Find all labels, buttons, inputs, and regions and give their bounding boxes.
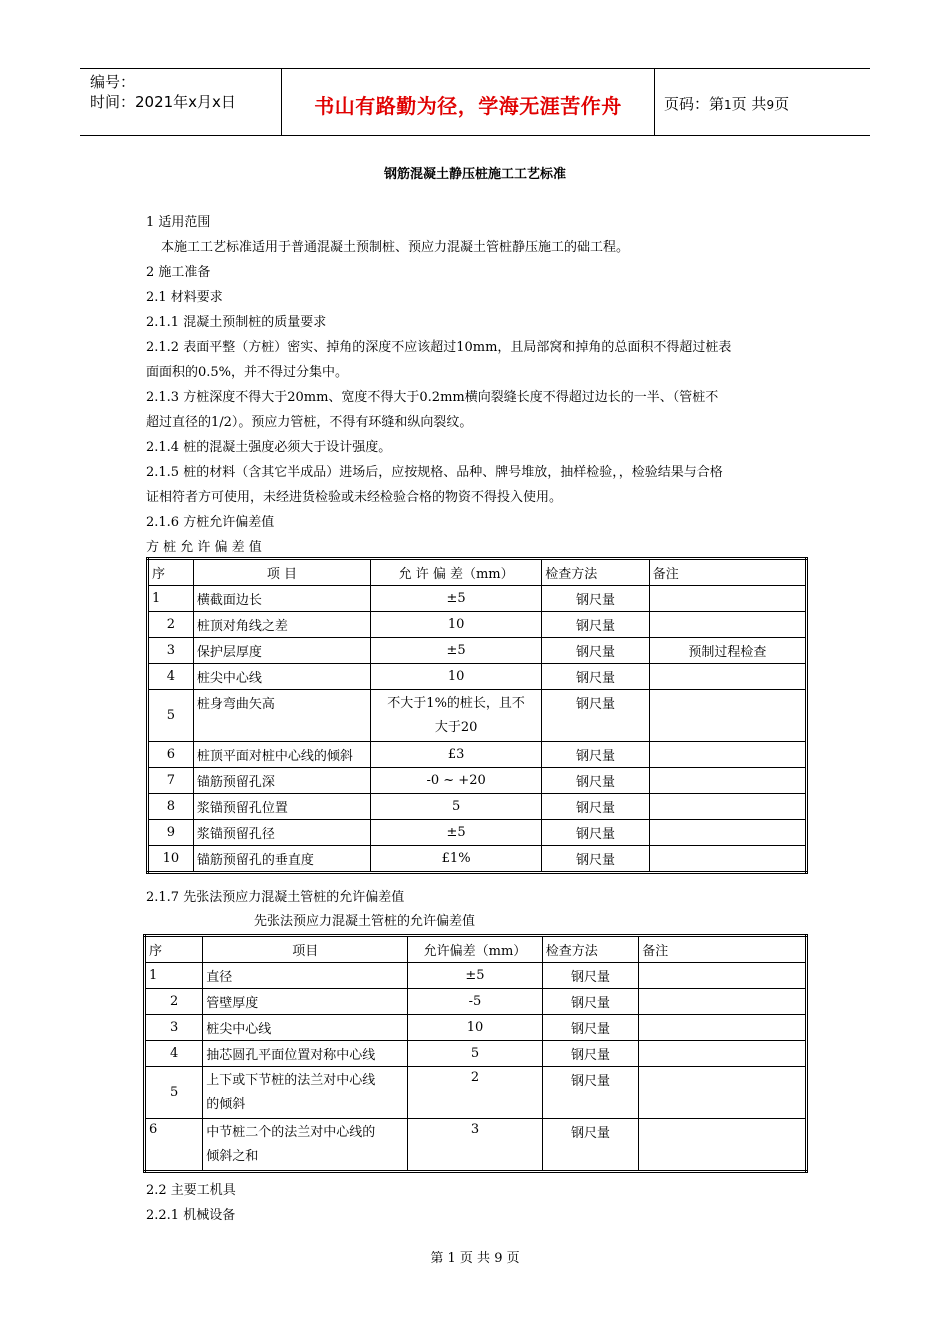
table-row — [148, 820, 807, 846]
row-note — [649, 820, 806, 846]
row-note — [649, 768, 806, 794]
row-tolerance: 3 — [408, 1119, 543, 1172]
table-row — [148, 586, 807, 612]
row-note — [649, 664, 806, 690]
table-row — [148, 794, 807, 820]
section-heading: 2 施工准备 — [146, 265, 211, 280]
row-number: 3 — [148, 638, 194, 664]
row-number: 1 — [145, 963, 203, 989]
document-date: 时间：2021年x月x日 — [90, 93, 236, 111]
table-row — [148, 846, 807, 873]
table-caption: 方 桩 允 许 偏 差 值 — [146, 540, 262, 555]
header-cell: 备注 — [639, 936, 807, 963]
row-number: 2 — [148, 612, 194, 638]
row-method: 钢尺量 — [542, 664, 649, 690]
header-cell: 检查方法 — [542, 936, 638, 963]
header-divider — [654, 68, 655, 135]
row-method: 钢尺量 — [542, 989, 638, 1015]
row-tolerance: ±5 — [370, 820, 541, 846]
row-number: 6 — [148, 742, 194, 768]
row-method: 钢尺量 — [542, 846, 649, 873]
row-note — [649, 586, 806, 612]
header-cell: 备注 — [649, 559, 806, 586]
row-number: 10 — [148, 846, 194, 873]
table-row — [145, 1119, 807, 1172]
row-tolerance: 10 — [370, 612, 541, 638]
row-number: 4 — [148, 664, 194, 690]
row-item: 桩尖中心线 — [203, 1015, 408, 1041]
row-method: 钢尺量 — [542, 768, 649, 794]
row-note: 预制过程检查 — [649, 638, 806, 664]
table-row — [145, 1067, 807, 1119]
row-item: 抽芯圆孔平面位置对称中心线 — [203, 1041, 408, 1067]
header-cell: 允 许 偏 差（mm） — [370, 559, 541, 586]
row-method: 钢尺量 — [542, 612, 649, 638]
table-row — [145, 989, 807, 1015]
section-heading: 2.2 主要工机具 — [146, 1183, 236, 1198]
section-heading: 2.1.7 先张法预应力混凝土管桩的允许偏差值 — [146, 890, 405, 905]
table-row — [148, 612, 807, 638]
row-tolerance: £1% — [370, 846, 541, 873]
row-method: 钢尺量 — [542, 1015, 638, 1041]
row-note — [649, 742, 806, 768]
row-tolerance: 10 — [408, 1015, 543, 1041]
row-number: 3 — [145, 1015, 203, 1041]
table-row — [145, 963, 807, 989]
row-note — [639, 1015, 807, 1041]
row-method: 钢尺量 — [542, 1041, 638, 1067]
table-row — [148, 690, 807, 742]
header-cell: 检查方法 — [542, 559, 649, 586]
table-row — [148, 768, 807, 794]
row-tolerance: ±5 — [370, 586, 541, 612]
header-bottom-rule — [80, 135, 870, 136]
paragraph: 2.1.1 混凝土预制桩的质量要求 — [146, 315, 327, 330]
paragraph: 2.1.5 桩的材料（含其它半成品）进场后，应按规格、品种、牌号堆放，抽样检验，，检验结果与合格 — [146, 465, 723, 480]
header-cell: 项目 — [203, 936, 408, 963]
row-tolerance: ±5 — [408, 963, 543, 989]
header-cell: 序 — [145, 936, 203, 963]
document-number-label: 编号： — [90, 73, 136, 91]
paragraph: 面面积的0.5%，并不得过分集中。 — [146, 365, 349, 380]
row-note — [639, 1119, 807, 1172]
document-title: 钢筋混凝土静压桩施工工艺标准 — [383, 167, 566, 182]
paragraph: 2.1.6 方桩允许偏差值 — [146, 515, 275, 530]
page-suffix: 页 — [774, 95, 790, 113]
paragraph: 证相符者方可使用，未经进货检验或未经检验合格的物资不得投入使用。 — [146, 490, 563, 505]
row-note — [639, 989, 807, 1015]
header-cell: 允许偏差（mm） — [408, 936, 543, 963]
row-method: 钢尺量 — [542, 690, 649, 742]
item-line: 倾斜之和 — [206, 1148, 259, 1164]
section-heading: 2.1 材料要求 — [146, 290, 223, 305]
table-caption: 先张法预应力混凝土管桩的允许偏差值 — [254, 914, 476, 929]
paragraph: 2.1.2 表面平整（方桩）密实、掉角的深度不应该超过10mm，且局部窝和掉角的总面积不得超过桩表 — [146, 340, 732, 355]
row-item: 保护层厚度 — [193, 638, 370, 664]
square-pile-tolerance-table — [146, 557, 808, 874]
row-method: 钢尺量 — [542, 638, 649, 664]
header-top-rule — [80, 68, 870, 69]
row-tolerance: 10 — [370, 664, 541, 690]
row-item: 直径 — [203, 963, 408, 989]
table-row — [148, 664, 807, 690]
row-method: 钢尺量 — [542, 794, 649, 820]
row-number: 5 — [145, 1067, 203, 1119]
section-heading: 1 适用范围 — [146, 215, 211, 230]
row-tolerance: -0 ~ +20 — [370, 768, 541, 794]
tolerance-line: 不大于1%的桩长，且不 — [387, 695, 525, 711]
row-method: 钢尺量 — [542, 963, 638, 989]
row-tolerance — [370, 690, 541, 742]
row-method: 钢尺量 — [542, 820, 649, 846]
page-mid: 页 共 — [731, 95, 767, 113]
row-number: 5 — [148, 690, 194, 742]
row-item: 锚筋预留孔的垂直度 — [193, 846, 370, 873]
row-number: 6 — [145, 1119, 203, 1172]
table-header-row — [148, 559, 807, 586]
row-note — [639, 963, 807, 989]
row-note — [639, 1041, 807, 1067]
row-number: 4 — [145, 1041, 203, 1067]
paragraph: 2.1.4 桩的混凝土强度必须大于设计强度。 — [146, 440, 392, 455]
prestressed-pipe-pile-tolerance-table — [143, 934, 808, 1173]
row-note — [649, 612, 806, 638]
row-number: 1 — [148, 586, 194, 612]
row-item: 浆锚预留孔位置 — [193, 794, 370, 820]
row-method: 钢尺量 — [542, 1067, 638, 1119]
item-line: 的倾斜 — [206, 1096, 246, 1112]
tolerance-line: 大于20 — [434, 719, 478, 735]
paragraph: 2.1.3 方桩深度不得大于20mm、宽度不得大于0.2mm横向裂缝长度不得超过边长的一半、（管桩不 — [146, 390, 719, 405]
item-line: 中节桩二个的法兰对中心线的 — [206, 1124, 376, 1140]
row-number: 8 — [148, 794, 194, 820]
row-note — [639, 1067, 807, 1119]
row-item: 横截面边长 — [193, 586, 370, 612]
row-number: 9 — [148, 820, 194, 846]
page-current: 1 — [724, 98, 732, 112]
row-method: 钢尺量 — [542, 586, 649, 612]
row-method: 钢尺量 — [542, 1119, 638, 1172]
row-tolerance: 5 — [370, 794, 541, 820]
header-motto: 书山有路勤为径，学海无涯苦作舟 — [314, 94, 622, 118]
row-number: 7 — [148, 768, 194, 794]
row-item — [203, 1119, 408, 1172]
section-heading: 2.2.1 机械设备 — [146, 1208, 236, 1223]
page-total: 9 — [766, 98, 775, 112]
row-tolerance: ±5 — [370, 638, 541, 664]
row-tolerance: £3 — [370, 742, 541, 768]
row-note — [649, 690, 806, 742]
table-row — [145, 1041, 807, 1067]
paragraph: 超过直径的1/2）。预应力管桩，不得有环缝和纵向裂纹。 — [146, 415, 473, 430]
row-item: 锚筋预留孔深 — [193, 768, 370, 794]
row-item: 桩尖中心线 — [193, 664, 370, 690]
paragraph: 本施工工艺标准适用于普通混凝土预制桩、预应力混凝土管桩静压施工的础工程。 — [161, 240, 630, 255]
header-meta — [90, 72, 236, 112]
row-note — [649, 846, 806, 873]
table-header-row — [145, 936, 807, 963]
row-note — [649, 794, 806, 820]
table-row — [148, 742, 807, 768]
row-tolerance: -5 — [408, 989, 543, 1015]
row-item: 桩顶对角线之差 — [193, 612, 370, 638]
table-row — [145, 1015, 807, 1041]
body-text — [146, 210, 806, 560]
after-table-text — [146, 1178, 236, 1228]
header-cell: 序 — [148, 559, 194, 586]
row-item — [203, 1067, 408, 1119]
header-page-indicator — [664, 93, 789, 114]
table-row — [148, 638, 807, 664]
page-footer: 第 1 页 共 9 页 — [430, 1251, 520, 1266]
row-item: 桩身弯曲矢高 — [193, 690, 370, 742]
row-item: 桩顶平面对桩中心线的倾斜 — [193, 742, 370, 768]
row-tolerance: 5 — [408, 1041, 543, 1067]
row-item: 浆锚预留孔径 — [193, 820, 370, 846]
row-item: 管壁厚度 — [203, 989, 408, 1015]
row-number: 2 — [145, 989, 203, 1015]
header-cell: 项 目 — [193, 559, 370, 586]
row-method: 钢尺量 — [542, 742, 649, 768]
page-prefix: 页码：第 — [664, 95, 725, 113]
item-line: 上下或下节桩的法兰对中心线 — [206, 1072, 376, 1088]
row-tolerance: 2 — [408, 1067, 543, 1119]
